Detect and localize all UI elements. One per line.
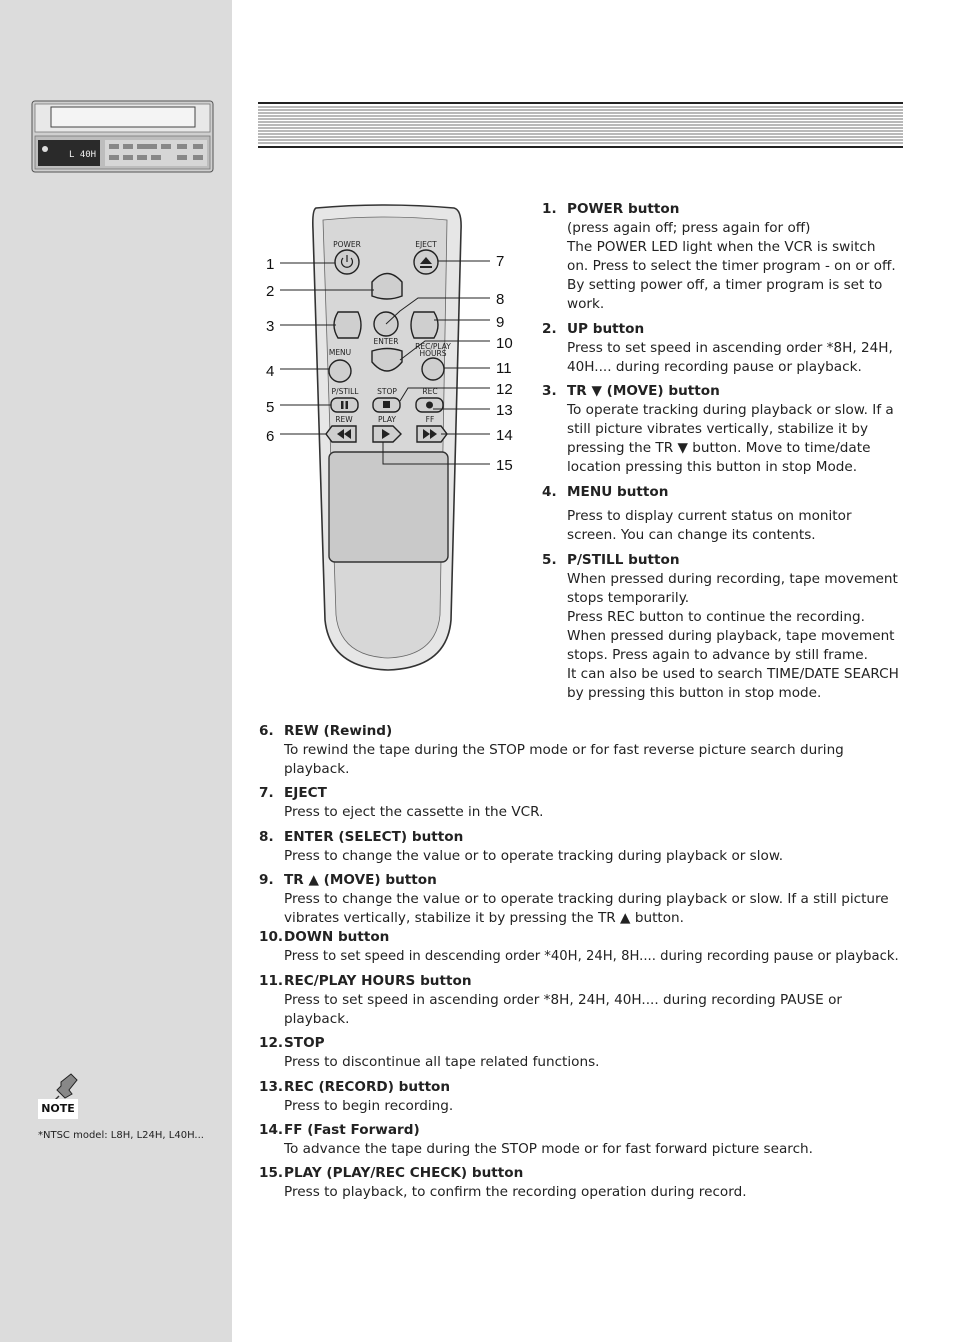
remote-control-diagram xyxy=(260,200,530,680)
item-desc: Press to set speed in ascending order *8H, 24H, 40H.... during recording pause or playback. xyxy=(567,340,893,375)
item-title: PLAY (PLAY/REC CHECK) button xyxy=(284,1165,524,1181)
recplay-label: REC/PLAY xyxy=(415,342,451,351)
pstill-label: P/STILL xyxy=(331,387,359,396)
rew-button[interactable] xyxy=(326,426,356,442)
vcr-display-text: L 40H xyxy=(69,150,97,160)
vcr-front-panel-illustration xyxy=(31,100,214,173)
item-title: REW (Rewind) xyxy=(284,723,393,739)
item-desc: Press to begin recording. xyxy=(284,1098,454,1114)
callout-13: 13 xyxy=(496,402,513,419)
item-title: POWER button xyxy=(567,201,680,217)
callout-9: 9 xyxy=(496,314,505,331)
item-title: TR ▲ (MOVE) button xyxy=(284,872,437,888)
power-label: POWER xyxy=(333,240,361,249)
item-rec: 13. REC (RECORD) button Press to begin recording. xyxy=(259,1078,899,1116)
item-stop: 12. STOP Press to discontinue all tape related functions. xyxy=(259,1034,899,1072)
item-title: REC (RECORD) button xyxy=(284,1079,451,1095)
stop-button[interactable] xyxy=(373,398,400,412)
item-title: FF (Fast Forward) xyxy=(284,1122,420,1138)
item-desc: Press to playback, to confirm the recording operation during record. xyxy=(284,1184,747,1200)
item-rec-play-hours: 11. REC/PLAY HOURS button Press to set speed in ascending order *8H, 24H, 40H.... during recording PAUSE or playback. xyxy=(259,972,899,1029)
callout-4: 4 xyxy=(266,363,275,380)
item-rew: 6. REW (Rewind) To rewind the tape during the STOP mode or for fast reverse picture search during playback. xyxy=(259,722,899,779)
play-label: PLAY xyxy=(377,415,397,424)
item-desc: To rewind the tape during the STOP mode or for fast reverse picture search during playback. xyxy=(284,742,844,777)
rec-play-hours-button[interactable] xyxy=(422,358,444,380)
item-down: 10. DOWN button Press to set speed in descending order *40H, 24H, 8H.... during recording pause or playback. xyxy=(259,929,899,964)
item-desc: Press to change the value or to operate tracking during playback or slow. If a still picture vibrates vertically, stabilize it by pressing the TR ▲ button. xyxy=(284,891,889,926)
callout-12: 12 xyxy=(496,381,513,398)
item-ff: 14. FF (Fast Forward) To advance the tape during the STOP mode or for fast forward picture search. xyxy=(259,1121,899,1159)
item-desc: To advance the tape during the STOP mode or for fast forward picture search. xyxy=(284,1141,813,1157)
item-desc: (press again off; press again for off) The POWER LED light when the VCR is switch on. Press to select the timer program - on or off. By setting power off, a timer program is set to work. xyxy=(567,220,896,312)
item-enter: 8. ENTER (SELECT) button Press to change the value or to operate tracking during playback or slow. xyxy=(259,828,899,866)
item-tr-down: 3. TR ▼ (MOVE) button To operate tracking during playback or slow. If a still picture vibrates vertically, stabilize it by pressing the TR ▼ button. Move to time/date location pressing this button in stop Mode. xyxy=(542,382,900,477)
section-header-stripes xyxy=(258,102,903,148)
rec-button[interactable] xyxy=(416,398,443,412)
tr-down-button[interactable] xyxy=(334,312,361,338)
callout-10: 10 xyxy=(496,335,513,352)
hours-label: HOURS xyxy=(419,349,447,358)
callout-2: 2 xyxy=(266,283,275,300)
menu-button[interactable] xyxy=(329,360,351,382)
callout-8: 8 xyxy=(496,291,505,308)
callout-6: 6 xyxy=(266,428,275,445)
item-desc: Press to display current status on monitor screen. You can change its contents. xyxy=(567,508,852,543)
item-title: EJECT xyxy=(284,785,327,801)
eject-label: EJECT xyxy=(415,240,437,249)
p-still-button[interactable] xyxy=(331,398,358,412)
item-desc: Press to set speed in ascending order *8H, 24H, 40H.... during recording PAUSE or playback. xyxy=(284,992,842,1027)
tr-up-button[interactable] xyxy=(411,312,438,338)
item-desc: Press to change the value or to operate tracking during playback or slow. xyxy=(284,848,784,864)
note-text: *NTSC model: L8H, L24H, L40H... xyxy=(38,1130,204,1141)
item-title: P/STILL button xyxy=(567,552,680,568)
stop-label: STOP xyxy=(377,387,397,396)
ff-label: FF xyxy=(425,415,435,424)
item-title: MENU button xyxy=(567,484,669,500)
item-eject: 7. EJECT Press to eject the cassette in the VCR. xyxy=(259,784,899,822)
item-title: UP button xyxy=(567,321,645,337)
rew-label: REW xyxy=(335,415,353,424)
item-title: DOWN button xyxy=(284,929,390,945)
up-button[interactable] xyxy=(372,274,402,300)
menu-label: MENU xyxy=(328,348,352,357)
item-power: 1. POWER button (press again off; press again for off) The POWER LED light when the VCR is switch on. Press to select the timer program - on or off. By setting power off, a timer program is set to work. xyxy=(542,200,900,314)
callout-11: 11 xyxy=(496,360,512,377)
note-label: NOTE xyxy=(38,1099,78,1119)
item-menu: 4. MENU button Press to display current status on monitor screen. You can change its contents. xyxy=(542,483,900,545)
item-title: STOP xyxy=(284,1035,325,1051)
eject-button[interactable] xyxy=(414,250,438,274)
item-desc: Press to discontinue all tape related functions. xyxy=(284,1054,600,1070)
item-tr-up: 9. TR ▲ (MOVE) button Press to change the value or to operate tracking during playback or slow. If a still picture vibrates vertically, stabilize it by pressing the TR ▲ button. xyxy=(259,871,899,928)
item-desc: When pressed during recording, tape movement stops temporarily. Press REC button to continue the recording. When pressed during playback, tape movement stops. Press again to advance by still frame. It can also be used to search TIME/DATE SEARCH by pressing this button in stop mode. xyxy=(567,571,899,701)
item-title: ENTER (SELECT) button xyxy=(284,829,464,845)
callout-1: 1 xyxy=(266,256,275,273)
power-button[interactable] xyxy=(335,250,359,274)
item-desc: Press to set speed in descending order *40H, 24H, 8H.... during recording pause or playback. xyxy=(284,949,899,964)
callout-5: 5 xyxy=(266,399,275,416)
item-up: 2. UP button Press to set speed in ascending order *8H, 24H, 40H.... during recording pause or playback. xyxy=(542,320,900,377)
callout-7: 7 xyxy=(496,253,505,270)
enter-label: ENTER xyxy=(373,337,399,346)
item-play: 15. PLAY (PLAY/REC CHECK) button Press to playback, to confirm the recording operation during record. xyxy=(259,1164,899,1202)
item-p-still: 5. P/STILL button When pressed during recording, tape movement stops temporarily. Press REC button to continue the recording. When pressed during playback, tape movement stops. Press again to advance by still frame. It can also be used to search TIME/DATE SEARCH by pressing this button in stop mode. xyxy=(542,552,899,701)
item-title: REC/PLAY HOURS button xyxy=(284,973,472,989)
item-desc: Press to eject the cassette in the VCR. xyxy=(284,804,544,820)
rec-label: REC xyxy=(422,387,438,396)
callout-15: 15 xyxy=(496,457,513,474)
item-title: TR ▼ (MOVE) button xyxy=(567,383,720,399)
callout-3: 3 xyxy=(266,318,275,335)
item-desc: To operate tracking during playback or slow. If a still picture vibrates vertically, stabilize it by pressing the TR ▼ button. Move to time/date location pressing this button in stop Mode. xyxy=(567,402,894,475)
callout-14: 14 xyxy=(496,427,513,444)
